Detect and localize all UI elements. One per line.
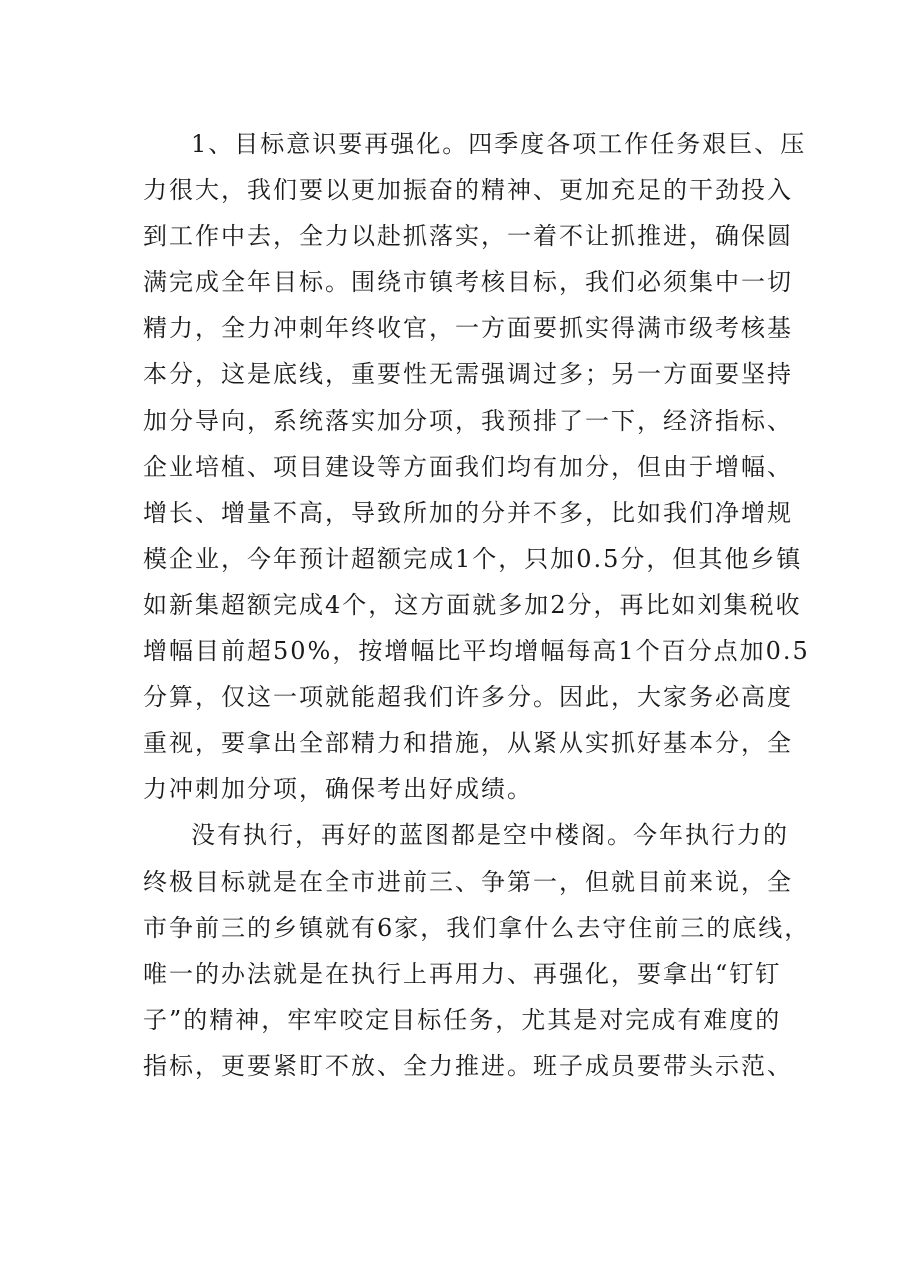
text-line: 市争前三的乡镇就有6家，我们拿什么去守住前三的底线，	[143, 913, 811, 942]
text-line: 没有执行，再好的蓝图都是空中楼阁。今年执行力的	[191, 821, 789, 850]
text-line: 力很大，我们要以更加振奋的精神、更加充足的干劲投入	[143, 176, 793, 205]
text-line: 增长、增量不高，导致所加的分并不多，比如我们净增规	[143, 498, 793, 527]
text-line: 力冲刺加分项，确保考出好成绩。	[143, 775, 533, 804]
text-line: 指标，更要紧盯不放、全力推进。班子成员要带头示范、	[143, 1051, 793, 1080]
text-line: 模企业，今年预计超额完成1个，只加0.5分，但其他乡镇	[143, 544, 803, 573]
text-line: 增幅目前超50%，按增幅比平均增幅每高1个百分点加0.5	[143, 637, 810, 666]
text-line: 企业培植、项目建设等方面我们均有加分，但由于增幅、	[143, 452, 793, 481]
text-line: 分算，仅这一项就能超我们许多分。因此，大家务必高度	[143, 683, 793, 712]
text-line: 1、目标意识要再强化。四季度各项工作任务艰巨、压	[191, 130, 807, 158]
document-body	[143, 121, 811, 1089]
text-line: 本分，这是底线，重要性无需强调过多；另一方面要坚持	[143, 360, 793, 389]
text-line: 如新集超额完成4个，这方面就多加2分，再比如刘集税收	[143, 590, 802, 619]
text-line: 唯一的办法就是在执行上再用力、再强化，要拿出“钉钉	[143, 959, 782, 988]
text-line: 重视，要拿出全部精力和措施，从紧从实抓好基本分，全	[143, 729, 793, 758]
text-line: 终极目标就是在全市进前三、争第一，但就目前来说，全	[143, 867, 793, 896]
text-line: 子”的精神，牢牢咬定目标任务，尤其是对完成有难度的	[143, 1005, 782, 1034]
text-line: 满完成全年目标。围绕市镇考核目标，我们必须集中一切	[143, 268, 793, 297]
paragraph-2	[143, 812, 811, 1089]
text-line: 精力，全力冲刺年终收官，一方面要抓实得满市级考核基	[143, 314, 793, 343]
text-line: 到工作中去，全力以赴抓落实，一着不让抓推进，确保圆	[143, 222, 793, 251]
text-line: 加分导向，系统落实加分项，我预排了一下，经济指标、	[143, 406, 793, 435]
paragraph-1	[143, 121, 810, 812]
